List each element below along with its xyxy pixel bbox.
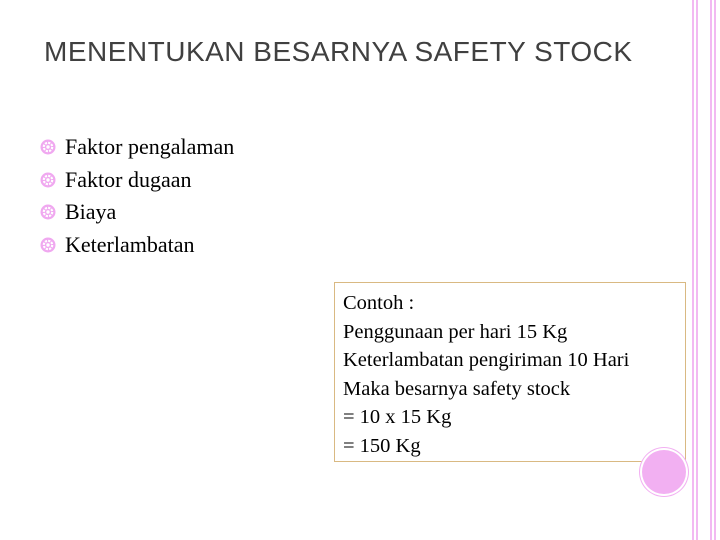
- bullet-item: [40, 196, 234, 229]
- example-heading: Contoh :: [343, 292, 415, 314]
- bullet-label: Faktor dugaan: [65, 166, 192, 192]
- gear-icon: [40, 237, 56, 253]
- example-line: Penggunaan per hari 15 Kg: [343, 320, 568, 343]
- bullet-item: [40, 164, 234, 197]
- decorative-frame-line: [710, 0, 712, 540]
- decorative-frame-line: [714, 0, 716, 540]
- gear-icon: [40, 172, 56, 188]
- example-result: = 150 Kg: [343, 434, 421, 457]
- bullet-label: Keterlambatan: [65, 231, 195, 257]
- decorative-circle: [642, 450, 686, 494]
- bullet-item: [40, 131, 234, 164]
- decorative-frame-line: [696, 0, 698, 540]
- bullet-label: Faktor pengalaman: [65, 134, 235, 160]
- slide-title: MENENTUKAN BESARNYA SAFETY STOCK: [44, 36, 633, 67]
- example-line: Maka besarnya safety stock: [343, 377, 571, 400]
- bullet-item: [40, 229, 234, 262]
- example-line: Keterlambatan pengiriman 10 Hari: [343, 349, 630, 371]
- gear-icon: [40, 204, 56, 220]
- example-box: [334, 282, 686, 462]
- decorative-frame-line: [692, 0, 694, 540]
- bullet-list: [40, 131, 234, 261]
- example-line: = 10 x 15 Kg: [343, 406, 452, 428]
- gear-icon: [40, 139, 56, 155]
- bullet-label: Biaya: [65, 199, 117, 225]
